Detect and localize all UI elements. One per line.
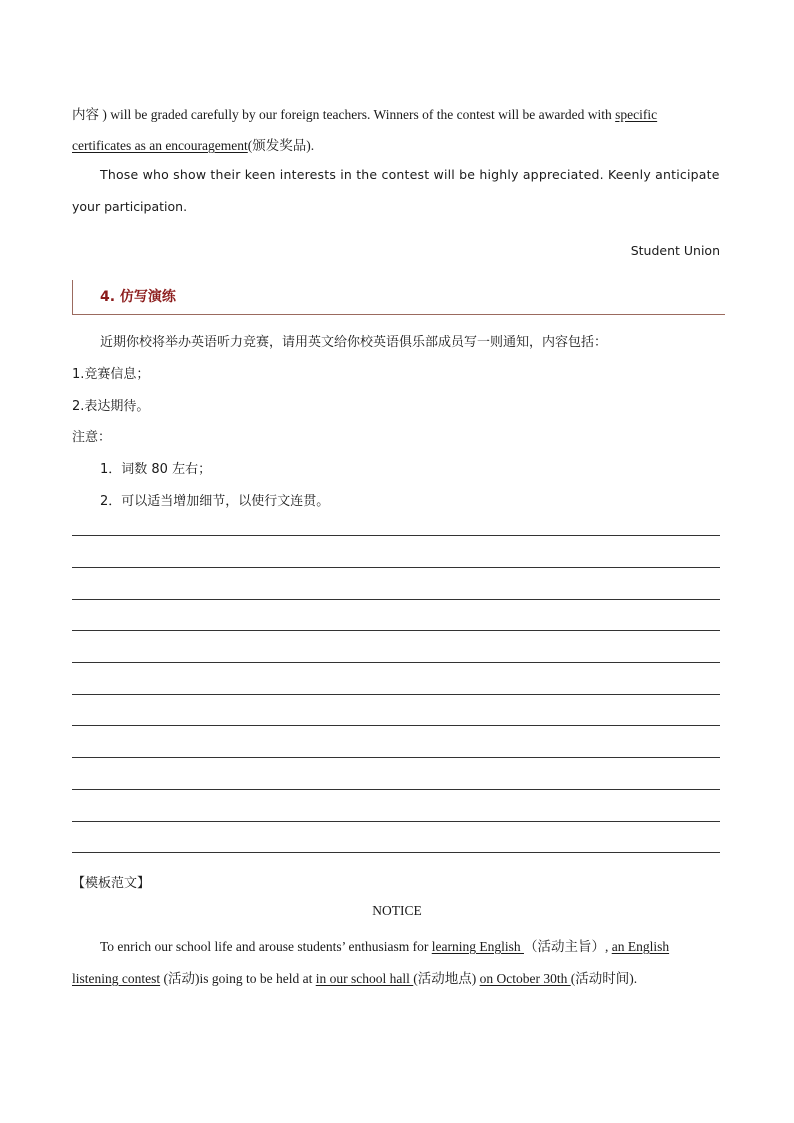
- underlined-phrase: in our school hall: [315, 971, 414, 986]
- writing-line[interactable]: [72, 852, 720, 853]
- writing-line[interactable]: [72, 789, 720, 790]
- note-2: 2．可以适当增加细节，以使行文连贯。: [100, 494, 330, 509]
- paragraph-2-line-1: Those who show their keen interests in the contest will be highly appreciated. Keenly anticipate: [100, 167, 720, 182]
- note-label: 注意：: [72, 430, 112, 445]
- signature: Student Union: [630, 243, 720, 258]
- template-label: 【模板范文】: [72, 876, 151, 891]
- template-title: NOTICE: [372, 903, 422, 918]
- line-text: (活动地点): [413, 971, 480, 986]
- line-text: （活动主旨）,: [523, 939, 612, 954]
- writing-line[interactable]: [72, 567, 720, 568]
- line-text: (活动时间).: [570, 971, 638, 986]
- underlined-phrase: listening contest: [72, 971, 161, 986]
- writing-line[interactable]: [72, 599, 720, 600]
- writing-line[interactable]: [72, 535, 720, 536]
- line-text: 内容 ) will be graded carefully by our foreign teachers. Winners of the contest will be awarded with: [72, 107, 616, 122]
- paragraph-line-2: [72, 134, 314, 154]
- underlined-phrase: an English: [611, 939, 670, 954]
- template-line-2: [72, 967, 637, 987]
- paragraph-line-1: [72, 103, 657, 123]
- underlined-phrase: specific: [615, 107, 658, 122]
- writing-line[interactable]: [72, 757, 720, 758]
- section-title: 4. 仿写演练: [100, 289, 176, 305]
- underlined-phrase: certificates as an encouragement: [72, 138, 248, 153]
- writing-line[interactable]: [72, 662, 720, 663]
- underlined-phrase: on October 30th: [479, 971, 571, 986]
- note-1: 1．词数 80 左右；: [100, 462, 212, 477]
- line-text: (颁发奖品).: [247, 138, 315, 153]
- task-item-2: 2.表达期待。: [72, 399, 150, 414]
- underlined-phrase: learning English: [431, 939, 524, 954]
- line-text: To enrich our school life and arouse students’ enthusiasm for: [100, 939, 432, 954]
- template-line-1: [100, 935, 669, 955]
- writing-line[interactable]: [72, 821, 720, 822]
- writing-line[interactable]: [72, 694, 720, 695]
- paragraph-2-line-2: your participation.: [72, 199, 188, 214]
- line-text: (活动)is going to be held at: [160, 971, 316, 986]
- writing-line[interactable]: [72, 630, 720, 631]
- writing-line[interactable]: [72, 725, 720, 726]
- task-item-1: 1.竞赛信息；: [72, 367, 150, 382]
- task-intro: 近期你校将举办英语听力竞赛，请用英文给你校英语俱乐部成员写一则通知，内容包括：: [100, 335, 608, 350]
